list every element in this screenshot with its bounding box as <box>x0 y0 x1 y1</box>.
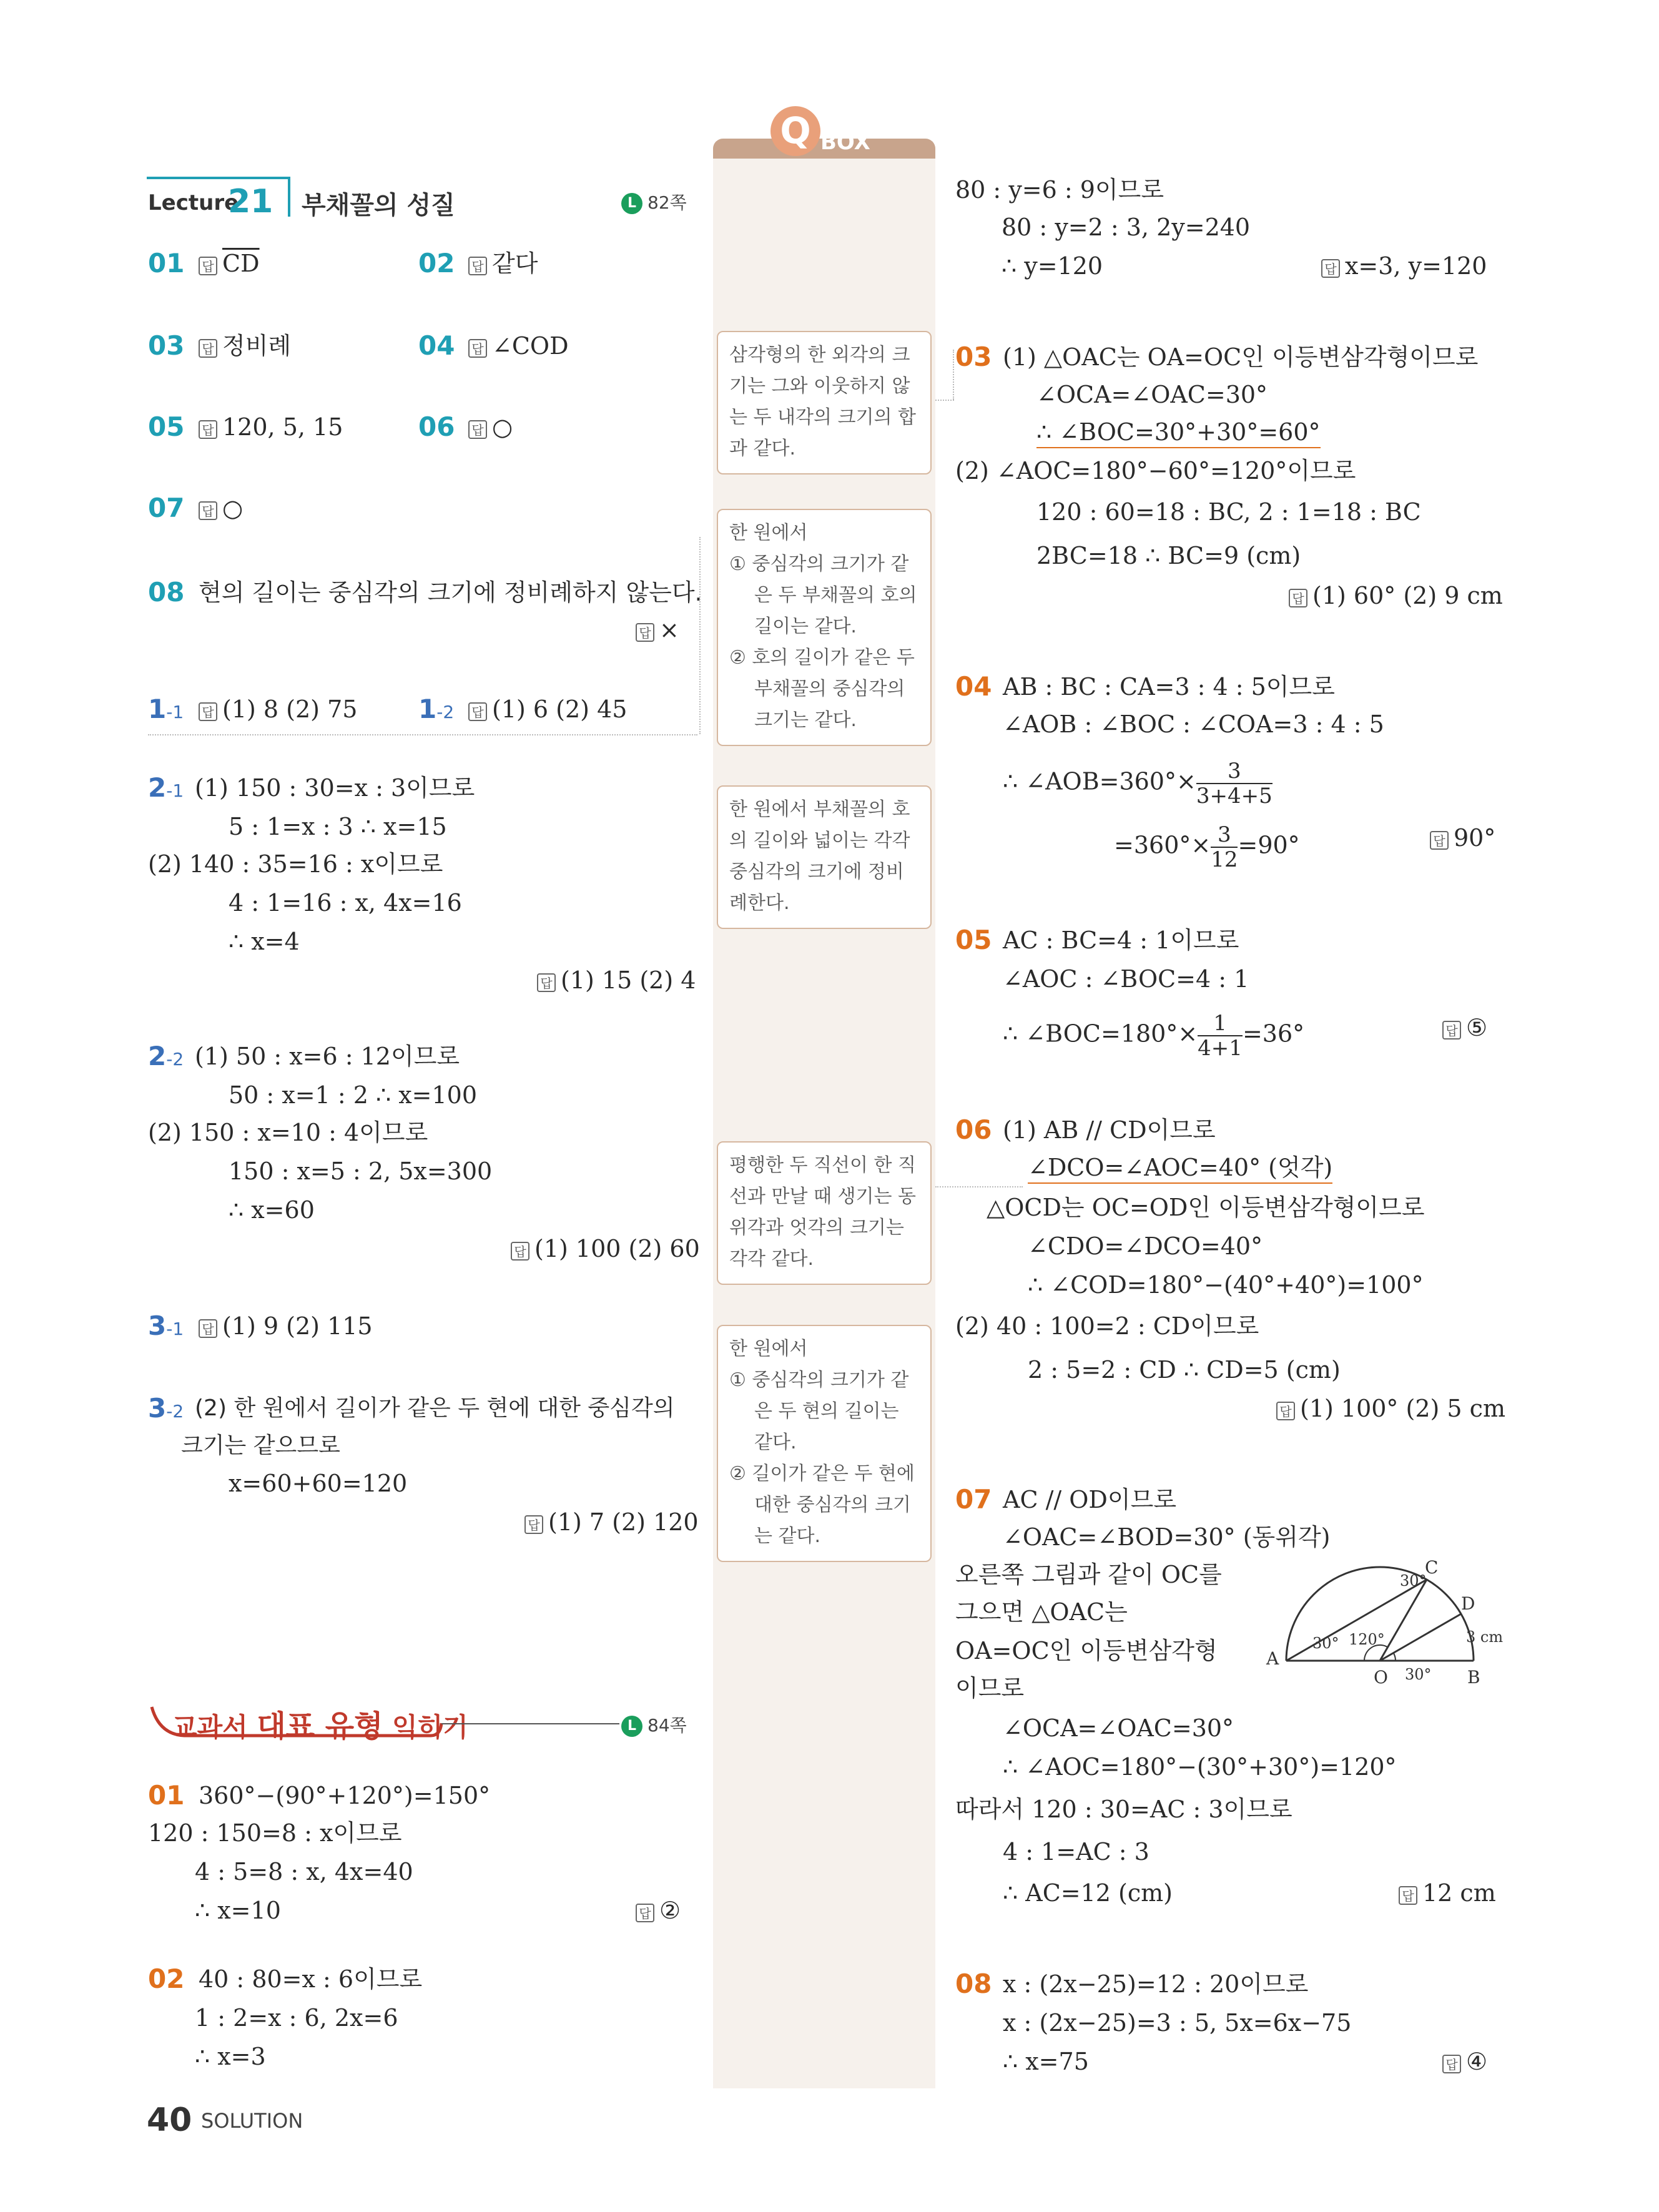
solution-line: 2 : 5=2 : CD ∴ CD=5 (cm) <box>1028 1356 1341 1384</box>
problem-06-answer: 답 (1) 100° (2) 5 cm <box>1276 1394 1505 1423</box>
solution-line: 40 : 80=x : 6이므로 <box>199 1965 423 1993</box>
problem-03-number: 03 <box>955 342 992 372</box>
solution-line: ∠OAC=∠BOD=30° (동위각) <box>1003 1523 1331 1551</box>
problem-07-number: 07 <box>955 1484 992 1515</box>
solution-line: ∴ ∠COD=180°−(40°+40°)=100° <box>1028 1271 1424 1299</box>
solution-line: 120 : 60=18 : BC, 2 : 1=18 : BC <box>1036 498 1421 526</box>
solution-line: ∴ y=120 <box>1002 252 1103 280</box>
solution-line: AC : BC=4 : 1이므로 <box>1003 927 1239 954</box>
problem-04-answer: 답 90° <box>1430 823 1495 853</box>
answer-icon: 답 <box>636 623 654 642</box>
answer-icon: 답 <box>537 973 556 992</box>
problem-08-number: 08 <box>955 1969 992 1999</box>
answer-icon: 답 <box>524 1515 543 1534</box>
solution-line: (1) AB // CD이므로 <box>1003 1116 1216 1144</box>
lecture-header <box>147 177 690 220</box>
solution-line: 150 : x=5 : 2, 5x=300 <box>229 1158 493 1185</box>
qbox-note-arc-length: 한 원에서 ① 중심각의 크기가 같 은 두 부채꼴의 호의 길이는 같다. ② 호의 길이가 같은 두 부채꼴의 중심각의 크기는 같다. <box>717 509 932 746</box>
fig-angle-center: 120° <box>1349 1631 1385 1648</box>
fraction: $\frac{3}{3+4+5}$ <box>1196 759 1273 809</box>
solution-line: (1) △OAC는 OA=OC인 이등변삼각형이므로 <box>1003 343 1479 371</box>
item-08-answer: 답 × <box>636 615 679 645</box>
solution-line: ∠OCA=∠OAC=30° <box>1003 1714 1234 1742</box>
solution-line: x : (2x−25)=12 : 20이므로 <box>1003 1970 1309 1998</box>
problem-01-number: 01 <box>148 1780 185 1811</box>
answer-icon: 답 <box>1442 1021 1461 1040</box>
problem-03-answer: 답 (1) 60° (2) 9 cm <box>1289 581 1503 611</box>
item-08-text: 현의 길이는 중심각의 크기에 정비례하지 않는다. <box>199 579 702 606</box>
fig-label-a: A <box>1266 1648 1279 1669</box>
qbox-logo: Q BOX <box>770 106 877 156</box>
answer-icon: 답 <box>468 420 487 439</box>
dotted-connector <box>935 1186 1023 1187</box>
solution-line: AC // OD이므로 <box>1003 1486 1177 1513</box>
item-3-2-number: 3-2 <box>148 1393 184 1423</box>
qbox-note-chord: 한 원에서 ① 중심각의 크기가 같 은 두 현의 길이는 같다. ② 길이가 같은 두 현에 대한 중심각의 크기 는 같다. <box>717 1325 932 1562</box>
qbox-note-exterior-angle: 삼각형의 한 외각의 크 기는 그와 이웃하지 않 는 두 내각의 크기의 합 과 같다. <box>717 331 932 474</box>
solution-line: ∠OCA=∠OAC=30° <box>1036 381 1268 408</box>
solution-line: 2BC=18 ∴ BC=9 (cm) <box>1036 542 1301 569</box>
solution-line: ∠DCO=∠AOC=40° (엇각) <box>1028 1153 1332 1184</box>
dotted-connector <box>935 400 954 401</box>
solution-line: ∴ x=60 <box>229 1196 315 1224</box>
item-02-number: 02 <box>418 248 455 278</box>
fig-label-d: D <box>1461 1593 1475 1614</box>
solution-line: 4 : 1=AC : 3 <box>1003 1838 1149 1865</box>
solution-line: ∴ ∠AOB=360°× $\frac{3}{3+4+5}$ <box>1003 759 1273 809</box>
answer-icon: 답 <box>468 257 487 275</box>
solution-line: 오른쪽 그림과 같이 OC를 <box>955 1561 1222 1588</box>
answer-icon: 답 <box>468 702 487 721</box>
answer-icon: 답 <box>1289 589 1307 607</box>
solution-line: x=60+60=120 <box>229 1470 408 1497</box>
solution-line: OA=OC인 이등변삼각형 <box>955 1637 1218 1664</box>
problem-07-answer: 답 12 cm <box>1399 1878 1496 1908</box>
solution-line: △OCD는 OC=OD인 이등변삼각형이므로 <box>987 1194 1425 1221</box>
solution-line: 80 : y=2 : 3, 2y=240 <box>1002 214 1251 241</box>
fig-label-o: O <box>1374 1667 1388 1686</box>
solution-line: =360°× $\frac{3}{12}$ =90° <box>1114 822 1300 872</box>
solution-line: ∴ ∠AOC=180°−(30°+30°)=120° <box>1003 1753 1397 1781</box>
item-02-answer: 답 같다 <box>468 248 538 278</box>
solution-line: ∠AOC : ∠BOC=4 : 1 <box>1003 965 1249 993</box>
answer-icon: 답 <box>511 1242 529 1261</box>
fig-angle-top: 30° <box>1400 1572 1427 1590</box>
item-3-2-answer: 답 (1) 7 (2) 120 <box>524 1507 699 1537</box>
section-header <box>147 1698 690 1742</box>
solution-line: 4 : 5=8 : x, 4x=40 <box>195 1858 413 1885</box>
solution-line: 120 : 150=8 : x이므로 <box>148 1819 402 1847</box>
answer-icon: 답 <box>1442 2055 1461 2073</box>
answer-icon: 답 <box>1430 831 1449 850</box>
item-1-2-answer: 답 (1) 6 (2) 45 <box>468 694 627 724</box>
lecture-number: 21 <box>228 183 273 220</box>
page-number: 40 <box>147 2101 192 2139</box>
r0-answer: 답 x=3, y=120 <box>1321 251 1487 281</box>
solution-line: ∴ x=3 <box>195 2043 266 2070</box>
answer-icon: 답 <box>199 420 217 439</box>
problem-04-number: 04 <box>955 671 992 702</box>
item-05-number: 05 <box>148 411 185 442</box>
solution-line: x : (2x−25)=3 : 5, 5x=6x−75 <box>1003 2009 1352 2037</box>
dotted-leader <box>148 734 697 735</box>
item-04-number: 04 <box>418 330 455 361</box>
item-2-1-answer: 답 (1) 15 (2) 4 <box>537 965 696 995</box>
item-2-2-number: 2-2 <box>148 1041 184 1071</box>
dotted-connector <box>699 537 701 734</box>
fraction: $\frac{3}{12}$ <box>1211 822 1238 872</box>
solution-line: (2) 40 : 100=2 : CD이므로 <box>955 1312 1259 1340</box>
item-06-answer: 답 ○ <box>468 412 513 442</box>
solution-line: ∠AOB : ∠BOC : ∠COA=3 : 4 : 5 <box>1003 710 1384 738</box>
item-3-1-answer: 답 (1) 9 (2) 115 <box>199 1311 373 1341</box>
item-1-1-number: 1-1 <box>148 694 184 724</box>
solution-line: (2) 150 : x=10 : 4이므로 <box>148 1119 428 1146</box>
answer-icon: 답 <box>199 257 217 275</box>
solution-line: (2) ∠AOC=180°−60°=120°이므로 <box>955 457 1356 484</box>
answer-icon: 답 <box>1321 259 1340 278</box>
answer-icon: 답 <box>1399 1886 1417 1905</box>
solution-line: ∴ ∠BOC=30°+30°=60° <box>1036 417 1321 448</box>
solution-line: ∠CDO=∠DCO=40° <box>1028 1232 1263 1260</box>
item-1-2-number: 1-2 <box>418 694 455 724</box>
fig-angle-bottom: 30° <box>1405 1666 1432 1683</box>
qbox-note-parallel-lines: 평행한 두 직선이 한 직 선과 만날 때 생기는 동 위각과 엇각의 크기는 각각 같다. <box>717 1141 932 1285</box>
answer-icon: 답 <box>199 1319 217 1338</box>
dotted-connector <box>953 350 954 400</box>
answer-icon: 답 <box>636 1904 654 1922</box>
answer-icon: 답 <box>1276 1402 1295 1420</box>
item-07-number: 07 <box>148 493 185 523</box>
solution-line: ∴ AC=12 (cm) <box>1003 1879 1173 1907</box>
item-01-answer: 답 $\overline{CD}$ <box>199 248 260 278</box>
solution-line: ∴ x=75 <box>1003 2048 1089 2075</box>
item-03-number: 03 <box>148 330 185 361</box>
item-01-number: 01 <box>148 248 185 278</box>
fig-label-b: B <box>1467 1667 1480 1686</box>
solution-line: 80 : y=6 : 9이므로 <box>955 176 1164 204</box>
footer-label: SOLUTION <box>201 2109 303 2133</box>
problem-05-number: 05 <box>955 925 992 955</box>
item-04-answer: 답 ∠COD <box>468 331 569 361</box>
solution-line: (2) 한 원에서 길이가 같은 두 현에 대한 중심각의 <box>195 1395 675 1421</box>
solution-line: 4 : 1=16 : x, 4x=16 <box>229 889 462 917</box>
solution-line: (1) 50 : x=6 : 12이므로 <box>195 1043 460 1070</box>
item-06-number: 06 <box>418 411 455 442</box>
lecture-word: Lecture <box>148 190 239 215</box>
solution-line: ∴ x=4 <box>229 928 300 955</box>
item-2-1-number: 2-1 <box>148 772 184 803</box>
section-title: 교과서 대표 유형 익히기 <box>172 1709 468 1744</box>
solution-line: 그으면 △OAC는 <box>955 1598 1128 1626</box>
solution-line: AB : BC : CA=3 : 4 : 5이므로 <box>1003 673 1335 700</box>
problem-08-answer: 답 ④ <box>1442 2047 1487 2077</box>
fig-length: 3 cm <box>1466 1628 1504 1646</box>
solution-line: 크기는 같으므로 <box>181 1433 340 1458</box>
solution-line: ∴ ∠BOC=180°× $\frac{1}{4+1}$ =36° <box>1003 1011 1305 1061</box>
problem-06-number: 06 <box>955 1114 992 1145</box>
answer-icon: 답 <box>199 339 217 358</box>
solution-line: 360°−(90°+120°)=150° <box>199 1782 491 1809</box>
item-1-1-answer: 답 (1) 8 (2) 75 <box>199 694 357 724</box>
solution-line: (1) 150 : 30=x : 3이므로 <box>195 774 475 802</box>
solution-line: 1 : 2=x : 6, 2x=6 <box>195 2004 398 2032</box>
qbox-note-proportion: 한 원에서 부채꼴의 호 의 길이와 넓이는 각각 중심각의 크기에 정비 례한다. <box>717 785 932 929</box>
answer-icon: 답 <box>199 501 217 520</box>
item-03-answer: 답 정비례 <box>199 331 291 361</box>
problem-02-number: 02 <box>148 1964 185 1994</box>
item-3-1-number: 3-1 <box>148 1310 184 1341</box>
solution-line: 5 : 1=x : 3 ∴ x=15 <box>229 813 447 840</box>
solution-line: ∴ x=10 <box>195 1897 281 1924</box>
problem-05-answer: 답 ⑤ <box>1442 1013 1487 1043</box>
item-05-answer: 답 120, 5, 15 <box>199 412 343 442</box>
answer-icon: 답 <box>468 339 487 358</box>
solution-line: 50 : x=1 : 2 ∴ x=100 <box>229 1081 478 1109</box>
solution-line: (2) 140 : 35=16 : x이므로 <box>148 850 443 878</box>
fig-angle-left: 30° <box>1312 1634 1339 1652</box>
item-07-answer: 답 ○ <box>199 493 243 523</box>
item-08-number: 08 <box>148 577 185 607</box>
semicircle-figure <box>1255 1555 1505 1686</box>
section-ref: L 84쪽 <box>621 1712 687 1737</box>
solution-line: 이므로 <box>955 1674 1025 1702</box>
fraction: $\frac{1}{4+1}$ <box>1198 1011 1243 1061</box>
lecture-title: 부채꼴의 성질 <box>302 191 455 220</box>
lecture-ref: L 82쪽 <box>621 189 687 214</box>
problem-01-answer: 답 ② <box>636 1895 681 1925</box>
solution-line: 따라서 120 : 30=AC : 3이므로 <box>955 1796 1292 1823</box>
item-2-2-answer: 답 (1) 100 (2) 60 <box>511 1234 700 1264</box>
fig-label-c: C <box>1425 1557 1439 1578</box>
answer-icon: 답 <box>199 702 217 721</box>
